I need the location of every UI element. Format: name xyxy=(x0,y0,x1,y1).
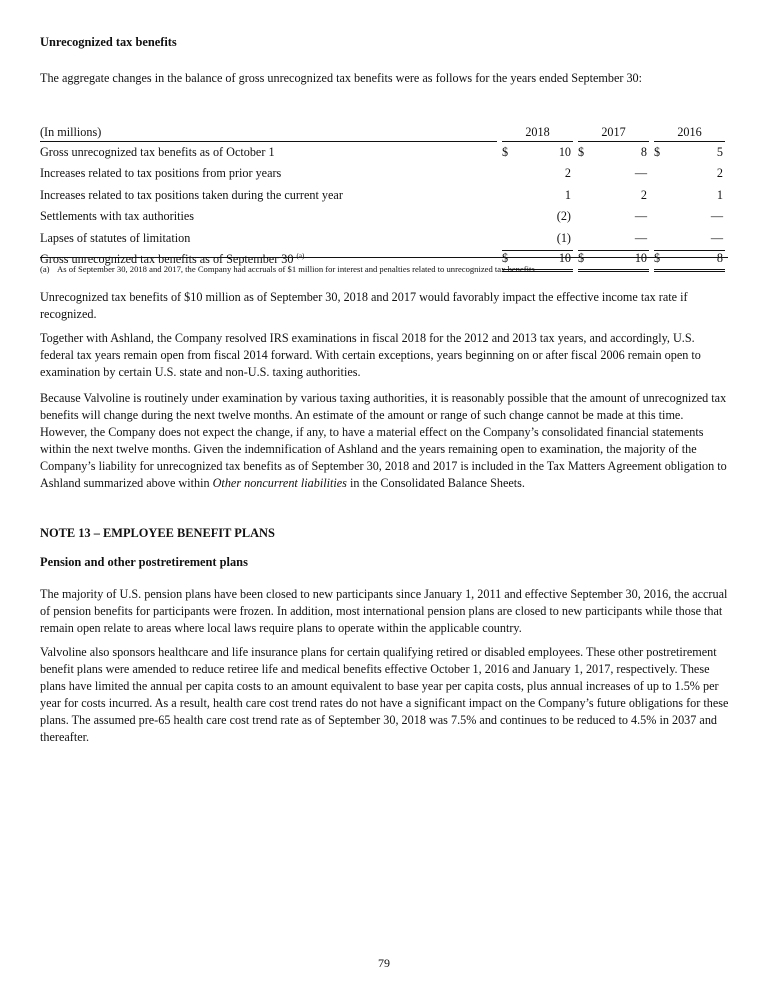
cell-value: 10 xyxy=(558,145,571,159)
cell-value: — xyxy=(634,209,647,224)
row-label: Lapses of statutes of limitation xyxy=(40,230,191,245)
cell-value: 8 xyxy=(716,250,723,265)
cell-value: 2 xyxy=(716,166,723,181)
cell-value: 8 xyxy=(640,145,647,159)
cell-value: 10 xyxy=(634,250,647,265)
row-label: Increases related to tax positions from prior years xyxy=(40,166,282,181)
footnote-mark: (a) xyxy=(40,264,50,274)
footnote-ref: (a) xyxy=(296,251,305,260)
section-title: Unrecognized tax benefits xyxy=(40,35,177,49)
cell-value: 5 xyxy=(716,145,723,159)
unrecognized-tax-benefits-table xyxy=(40,123,728,270)
paragraph: Unrecognized tax benefits of $10 million as of September 30, 2018 and 2017 would favorably impact the effective income tax rate if recognized. xyxy=(40,290,688,321)
cell-value: 2 xyxy=(564,166,571,181)
paragraph: Valvoline also sponsors healthcare and life insurance plans for certain qualifying retired or disabled employees. These other postretirement benefit plans were amended to reduce retiree life and medical benefits effective October 1, 2016 and January 1, 2017, respectively. These plans have limited the annual per capita costs to an amount equivalent to base year per capita costs, plus annual increases of up to 1.5% per year for costs incurred. As a result, health care cost trend rates do not have a significant impact on the Company’s future obligations for these plans. The assumed pre-65 health care cost trend rate as of September 30, 2018 was 7.5% and continues to be reduced to 4.5% in 2037 and thereafter. xyxy=(40,645,729,744)
paragraph-italic-text: Other noncurrent liabilities xyxy=(212,476,347,490)
note-subtitle: Pension and other postretirement plans xyxy=(40,555,248,569)
intro-paragraph: The aggregate changes in the balance of gross unrecognized tax benefits were as follows for the years ended September 30: xyxy=(40,71,643,85)
table-row xyxy=(40,228,728,249)
page-number: 79 xyxy=(378,956,390,970)
footnote xyxy=(40,264,537,274)
paragraph: The majority of U.S. pension plans have been closed to new participants since January 1, 2011 and effective September 30, 2016, the accrual of pension benefits for participants were frozen. In addition, most international pension plans are closed to new participants while those that remain open relate to areas where local laws require plans to operate within the applicable country. xyxy=(40,587,728,635)
row-label: Increases related to tax positions taken during the current year xyxy=(40,187,343,202)
note-title: NOTE 13 – EMPLOYEE BENEFIT PLANS xyxy=(40,526,275,540)
footnote-text: As of September 30, 2018 and 2017, the Company had accruals of $1 million for interest and penalties related to unrecognized tax benefits. xyxy=(57,264,537,274)
cell-value: 10 xyxy=(558,250,571,265)
cell-value: 1 xyxy=(564,187,571,202)
currency-symbol: $ xyxy=(502,250,509,265)
currency-symbol: $ xyxy=(502,145,509,159)
row-label: Gross unrecognized tax benefits as of October 1 xyxy=(40,145,275,159)
table-row xyxy=(40,206,728,227)
cell-value: (2) xyxy=(556,209,571,224)
year-header: 2017 xyxy=(578,125,649,142)
paragraph xyxy=(40,390,730,492)
paragraph-text: Because Valvoline is routinely under examination by various taxing authorities, it is reasonably possible that the amount of unrecognized tax benefits will change during the next twelve months. An estimate of the amount or range of such change cannot be made at this time. However, the Company does not expect the change, if any, to have a material effect on the Company’s consolidated financial statements within the next twelve months. Given the indemnification of Ashland and the years remaining open to examination, the majority of the Company’s liability for unrecognized tax benefits as of September 30, 2018 and 2017 is included in the Tax Matters Agreement obligation to Ashland summarized above within xyxy=(40,391,727,490)
cell-value: — xyxy=(710,209,723,224)
table-row xyxy=(40,185,728,206)
table-header-row xyxy=(40,123,728,142)
cell-value: — xyxy=(710,230,723,245)
year-header: 2018 xyxy=(502,125,573,142)
table-row xyxy=(40,142,728,163)
footnote-divider xyxy=(40,257,728,258)
cell-value: — xyxy=(634,230,647,245)
currency-symbol: $ xyxy=(654,250,661,265)
row-label: Settlements with tax authorities xyxy=(40,209,195,224)
cell-value: 1 xyxy=(716,187,723,202)
total-label: Gross unrecognized tax benefits as of September 30 xyxy=(40,251,294,266)
paragraph-text: in the Consolidated Balance Sheets. xyxy=(346,476,525,490)
cell-value: 2 xyxy=(640,187,647,202)
unit-label: (In millions) xyxy=(40,125,497,142)
currency-symbol: $ xyxy=(578,145,585,159)
currency-symbol: $ xyxy=(654,145,661,159)
year-header: 2016 xyxy=(654,125,725,142)
cell-value: — xyxy=(634,166,647,181)
currency-symbol: $ xyxy=(578,250,585,265)
table-row xyxy=(40,163,728,184)
cell-value: (1) xyxy=(556,230,571,245)
paragraph: Together with Ashland, the Company resolved IRS examinations in fiscal 2018 for the 2012 and 2013 tax years, and accordingly, U.S. federal tax years remain open from fiscal 2014 forward. With certain exceptions, years beginning on or after fiscal 2006 remain open to examination by certain U.S. state and non-U.S. taxing authorities. xyxy=(40,331,701,379)
